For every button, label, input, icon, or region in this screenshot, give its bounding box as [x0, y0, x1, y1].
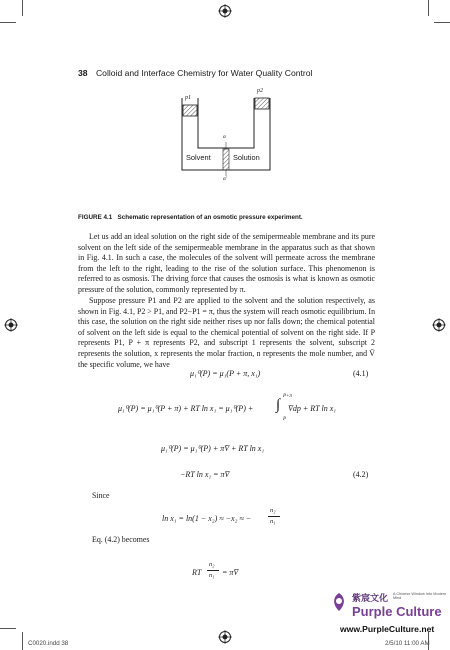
caption-label: FIGURE 4.1 — [78, 214, 113, 221]
crop-mark — [428, 0, 429, 16]
final-equation-right: = πV̄ — [222, 568, 239, 577]
running-header — [78, 68, 312, 78]
watermark-url: www.PurpleCulture.net — [340, 624, 435, 634]
figure-caption — [78, 214, 378, 221]
registration-mark-left — [4, 318, 18, 332]
watermark-title: Purple Culture — [352, 604, 442, 619]
running-title: Colloid and Interface Chemistry for Water Quality Control — [95, 68, 313, 78]
caption-text: Schematic representation of an osmotic pressure experiment. — [117, 214, 303, 221]
final-equation-rt: RT — [192, 568, 202, 577]
watermark-chinese-text: 紫宸文化 — [352, 594, 389, 604]
becomes-text: Eq. (4.2) becomes — [92, 535, 150, 544]
solvent-label: Solvent — [186, 153, 211, 162]
membrane-top-label: α — [223, 134, 226, 140]
paragraph-1: Let us add an ideal solution on the right side of the semipermeable membrane and its pure solvent on the left side of the semipermeable membrane in the apparatus such as that shown in Fig. 4.1. In such a case, the molecules of the solvent will permeate across the membrane from the left to the right, leading to the rise of the solution surface. This phenomenon is referred to as osmosis. The driving force that causes the osmosis is what is known as osmotic pressure of the solution, commonly represented by π. — [78, 232, 375, 294]
integral-upper-limit: P+π — [283, 394, 292, 399]
paragraph-osmosis — [78, 232, 375, 296]
crop-mark — [434, 22, 450, 23]
equation-expansion-left: μ₁⁰(P) = μ₁⁰(P + π) + RT ln x₁ = μ₁⁰(P) + — [118, 404, 254, 413]
equation-expansion-right: V̄dp + RT ln x₁ — [288, 404, 337, 413]
crop-mark — [22, 0, 23, 16]
final-fraction-bar — [207, 570, 219, 571]
footer-file-info: C0020.indd 38 — [28, 640, 69, 647]
fraction-numerator-n2: n₂ — [270, 507, 276, 514]
crop-mark — [22, 632, 23, 650]
registration-mark-right — [432, 318, 446, 332]
integral-sign: ∫ — [276, 397, 281, 413]
equation-4-2: −RT ln x₁ = πV̄ — [180, 470, 230, 479]
paragraph-equilibrium — [78, 296, 375, 370]
membrane-bottom-label: α′ — [223, 176, 228, 182]
crop-mark — [0, 22, 16, 23]
page-number: 38 — [78, 68, 88, 78]
equation-simplified: μ₁⁰(P) = μ₁⁰(P) + πV̄ + RT ln x₁ — [161, 444, 265, 453]
final-fraction-denominator: n₁ — [209, 572, 215, 579]
registration-mark-bottom — [218, 630, 232, 644]
since-text: Since — [92, 491, 110, 500]
osmosis-figure — [176, 88, 276, 197]
fraction-denominator-n1: n₁ — [270, 518, 276, 525]
piston-label-p2: p2 — [257, 88, 263, 94]
equation-number-4-2: (4.2) — [353, 470, 369, 479]
integral-lower-limit: P — [283, 417, 287, 422]
footer-timestamp: 2/5/10 11:00 AM — [385, 640, 430, 647]
crop-mark — [0, 628, 16, 629]
paragraph-2: Suppose pressure P1 and P2 are applied to the solvent and the solution respectively, as shown in Fig. 4.1, P2 > P1, and P2−P1 = π, thus the system will reach osmotic equilibrium. In this case, the solution on the right side neither rises up nor falls down; the chemical potential of solvent on the left side is equal to the chemical potential of solvent on the right side. If P represents P1, P + π represents P2, and subscript 1 represents the solvent, subscript 2 represents the solution, x represents the molar fraction, n represents the mole number, and V̄ the specific volume, we have — [78, 296, 376, 369]
equation-number-4-1: (4.1) — [353, 369, 369, 378]
piston-label-p1: p1 — [185, 95, 191, 101]
registration-mark-top — [218, 4, 232, 18]
final-fraction-numerator: n₂ — [209, 561, 215, 568]
equation-log-approx: ln x₁ = ln(1 − x₂) ≈ −x₂ ≈ − — [162, 514, 252, 523]
watermark-tagline: A Chinese Window Into Modern Mind — [393, 592, 447, 600]
fraction-bar — [268, 516, 280, 517]
equation-4-1: μ₁⁰(P) = μ₁(P + π, x₁) — [190, 369, 261, 378]
solution-label: Solution — [233, 153, 260, 162]
purple-culture-logo-icon — [330, 592, 348, 612]
